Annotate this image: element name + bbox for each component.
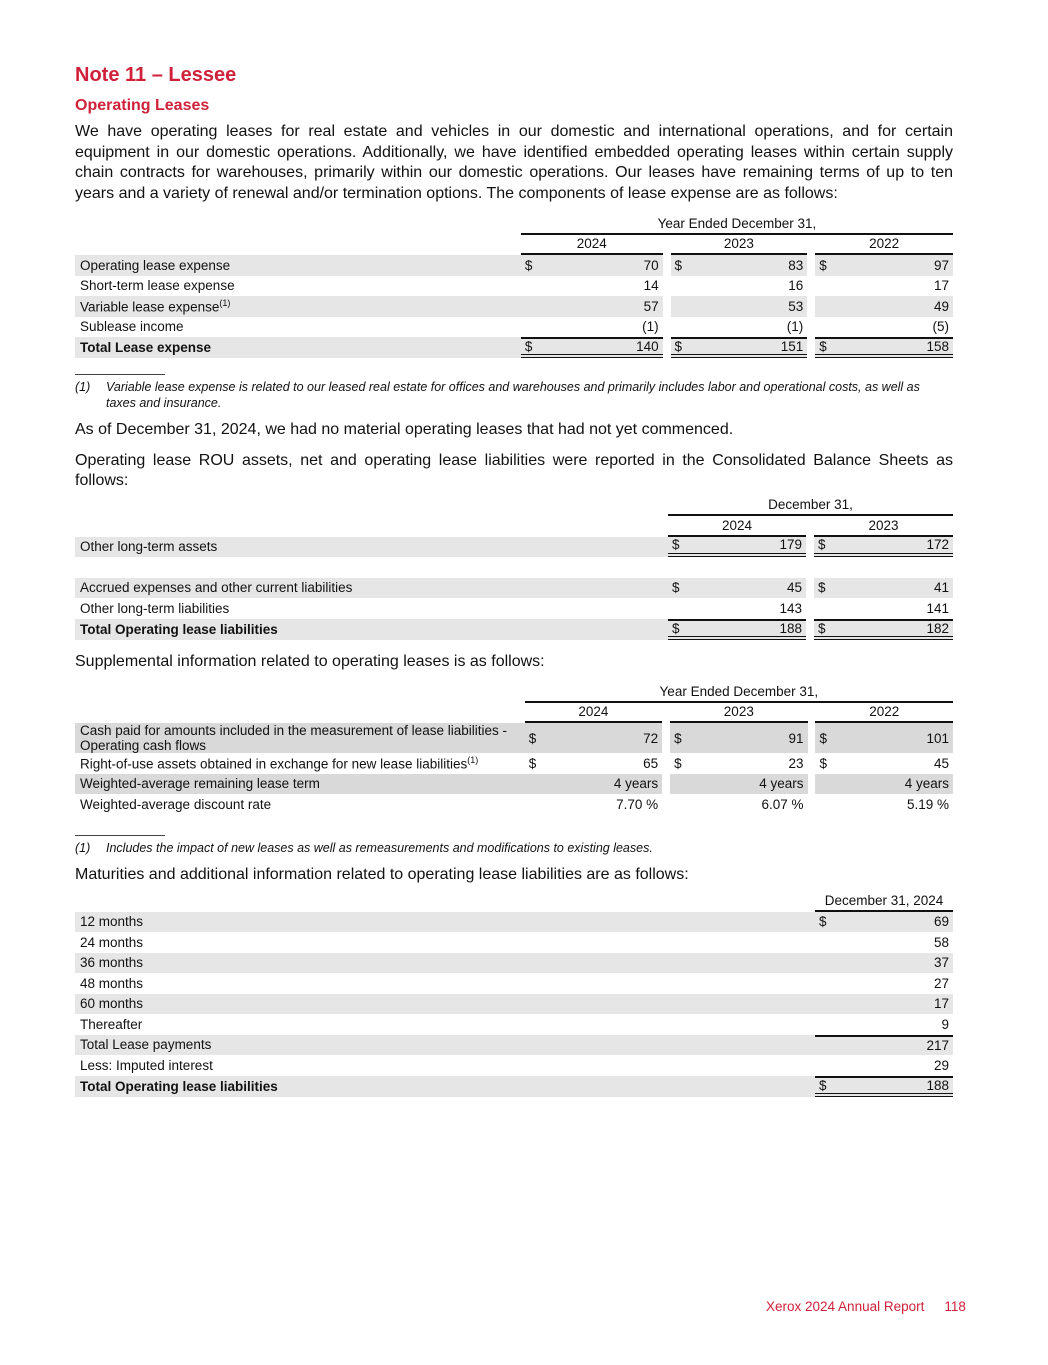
amount: 188 [779,620,802,636]
value-cell [815,337,953,358]
table-header-period: Year Ended December 31, [521,214,953,235]
table-row [75,296,953,317]
amount: 53 [788,298,804,314]
value-cell [671,317,808,338]
table-row [75,255,953,276]
column-gap [663,276,671,297]
column-header-year: 2024 [668,516,806,537]
table-row [75,598,953,619]
row-label-text: 60 months [80,996,144,1012]
value-cell [670,794,807,815]
amount: 17 [933,996,949,1012]
value-wrapper [672,580,802,595]
column-gap [806,598,814,619]
table-row [75,794,953,815]
amount: 72 [643,730,659,746]
amount: 41 [933,580,949,596]
value-cell [521,276,663,297]
value-cell [815,774,953,795]
value-cell [521,255,663,276]
row-label [75,578,668,599]
value-cell [815,1076,953,1097]
value-wrapper [818,621,949,636]
column-gap [807,255,815,276]
value-wrapper [819,776,949,791]
amount: 4 years [613,776,659,792]
value-cell [671,255,808,276]
row-label [75,337,521,358]
footnote-divider [75,835,165,836]
value-wrapper [525,258,659,273]
amount: 5.19 % [906,796,949,812]
value-cell [521,296,663,317]
paragraph: Operating lease ROU assets, net and operating lease liabilities were reported in the Consolidated Balance Sheets as follows: [75,451,953,489]
value-wrapper [819,756,949,771]
row-label-text: 36 months [80,955,144,971]
value-wrapper [529,756,658,771]
table-row [75,973,953,994]
row-label-text: Thereafter [80,1016,143,1032]
footnote-text: Includes the impact of new leases as well as remeasurements and modifications to existing leases. [106,840,653,855]
spacer-row [75,557,953,578]
column-header-year: 2023 [814,516,953,537]
row-label [75,255,521,276]
value-wrapper [675,258,804,273]
amount: 57 [643,298,659,314]
row-label [75,598,668,619]
amount: 140 [636,339,659,354]
value-wrapper [675,278,804,293]
footnote-ref: (1) [219,298,231,308]
value-cell [671,337,808,358]
column-header-year: 2023 [670,703,807,724]
value-wrapper [675,319,804,334]
row-label [75,1035,815,1056]
lease-expense-table [75,214,953,358]
amount: 29 [933,1057,949,1073]
row-label-text: Short-term lease expense [80,278,235,294]
value-cell [521,337,663,358]
row-label [75,932,815,953]
currency-symbol: $ [819,755,827,771]
value-cell [815,994,953,1015]
amount: 6.07 % [761,796,804,812]
row-label [75,537,668,558]
amount: 141 [926,600,949,616]
currency-symbol: $ [524,339,533,354]
value-wrapper [525,319,659,334]
table-row [75,1014,953,1035]
column-header-year: 2022 [815,703,953,724]
value-wrapper [818,601,949,616]
column-header-year: 2022 [815,235,953,256]
column-gap [663,337,671,358]
balance-sheet-table [75,496,953,640]
currency-symbol: $ [819,257,827,273]
value-cell [668,598,806,619]
value-cell [668,578,806,599]
supplemental-info-table [75,682,953,815]
row-label [75,973,815,994]
column-gap [663,317,671,338]
amount: 16 [788,278,804,294]
intro-paragraph: We have operating leases for real estate and vehicles in our domestic and international operations, and for certain equipment in our domestic operations. Additionally, we have identified embedded operating leases within certain supply chain contracts for warehouses, primarily within our domestic operations. Our leases have remaining terms of up to ten years and a variety of renewal and/or termination options. The components of lease expense are as follows: [75,123,953,202]
amount: 143 [779,600,802,616]
maturities-table [75,891,953,1097]
column-gap [807,296,815,317]
table-row [75,1055,953,1076]
amount: 97 [933,257,949,273]
amount: 188 [926,1077,949,1093]
value-cell [815,296,953,317]
column-gap [662,774,670,795]
table-row [75,276,953,297]
value-cell [815,276,953,297]
value-wrapper [672,601,802,616]
value-wrapper [819,935,949,950]
value-wrapper [672,537,802,552]
currency-symbol: $ [819,339,827,354]
value-cell [521,317,663,338]
value-cell [815,1014,953,1035]
row-label [75,994,815,1015]
currency-symbol: $ [528,755,537,771]
row-label-text: Accrued expenses and other current liabilities [80,580,353,596]
row-label [75,912,815,933]
row-label-text: Total Operating lease liabilities [80,1078,278,1094]
amount: 151 [780,339,804,354]
column-gap [808,774,816,795]
value-wrapper [675,299,804,314]
value-cell [815,794,953,815]
currency-symbol: $ [672,580,680,596]
table-row [75,753,953,774]
amount: 23 [788,755,804,771]
row-label [75,953,815,974]
value-cell [525,794,662,815]
row-label-text: Weighted-average discount rate [80,796,272,812]
currency-symbol: $ [524,257,533,273]
value-wrapper [525,299,659,314]
value-wrapper [525,339,659,354]
value-wrapper [819,258,949,273]
row-label-text: Total Lease payments [80,1037,212,1053]
footnote-ref: (1) [467,755,479,765]
value-wrapper [819,319,949,334]
table-header-period: December 31, 2024 [815,891,953,912]
value-cell [814,598,953,619]
currency-symbol: $ [818,537,826,553]
document-page [75,62,953,1097]
value-wrapper [675,339,804,354]
table-row [75,619,953,640]
row-label [75,1055,815,1076]
row-label-text: 24 months [80,934,144,950]
currency-symbol: $ [819,1077,827,1093]
table-row [75,578,953,599]
row-label-text: Variable lease expense [80,299,220,315]
value-cell [670,774,807,795]
value-wrapper [819,996,949,1011]
value-cell [815,953,953,974]
row-label-text: Less: Imputed interest [80,1057,213,1073]
value-wrapper [674,776,803,791]
row-label [75,1076,815,1097]
value-wrapper [529,731,658,746]
row-label [75,794,525,815]
table-row [75,932,953,953]
column-gap [808,723,816,753]
footnote-divider [75,374,165,375]
amount: 69 [933,914,949,930]
value-wrapper [529,776,658,791]
amount: 37 [933,955,949,971]
column-gap [806,619,814,640]
currency-symbol: $ [672,537,680,553]
table-row [75,953,953,974]
value-cell [815,973,953,994]
footnote-number: (1) [75,380,91,394]
paragraph: Supplemental information related to operating leases is as follows: [75,652,545,670]
page-number: 118 [944,1299,966,1314]
footnote-number: (1) [75,840,91,855]
row-label [75,619,668,640]
row-label-text: 12 months [80,914,144,930]
value-cell [815,723,953,753]
value-cell [815,1055,953,1076]
amount: 217 [926,1038,949,1054]
value-cell [815,932,953,953]
value-wrapper [819,976,949,991]
column-gap [662,723,670,753]
amount: (1) [786,319,804,335]
value-wrapper [674,797,803,812]
row-label [75,276,521,297]
column-gap [807,337,815,358]
currency-symbol: $ [674,339,683,354]
amount: 4 years [904,776,949,792]
row-label [75,774,525,795]
amount: 45 [786,580,802,596]
value-wrapper [819,914,949,929]
currency-symbol: $ [818,580,826,596]
value-wrapper [529,797,658,812]
amount: 158 [926,339,949,354]
value-cell [525,723,662,753]
column-gap [662,753,670,774]
value-wrapper [672,621,802,636]
row-label-text: 48 months [80,975,144,991]
value-cell [815,912,953,933]
value-wrapper [818,580,949,595]
row-label [75,296,521,317]
amount: 45 [933,755,949,771]
amount: 65 [643,755,659,771]
currency-symbol: $ [672,620,680,636]
currency-symbol: $ [674,755,682,771]
column-gap [807,317,815,338]
column-gap [663,296,671,317]
row-label [75,753,525,774]
currency-symbol: $ [674,730,682,746]
currency-symbol: $ [819,730,827,746]
column-gap [808,753,816,774]
value-wrapper [819,955,949,970]
value-cell [671,276,808,297]
value-wrapper [819,731,949,746]
row-label-text: Operating lease expense [80,257,231,273]
amount: 58 [933,934,949,950]
value-wrapper [819,278,949,293]
column-header-year: 2023 [671,235,808,256]
table-header-period: December 31, [668,496,953,517]
value-cell [525,753,662,774]
row-label-text: Right-of-use assets obtained in exchange for new lease liabilities [80,756,468,772]
value-wrapper [819,1078,949,1093]
value-cell [814,619,953,640]
table-row [75,723,953,753]
amount: (1) [642,319,659,335]
row-label-text: Total Lease expense [80,340,212,355]
table-row [75,337,953,358]
amount: 182 [926,620,949,636]
amount: 91 [788,730,804,746]
column-gap [808,794,816,815]
value-cell [815,317,953,338]
row-label-text: Weighted-average remaining lease term [80,776,320,792]
row-label [75,723,525,753]
row-label-text: Other long-term liabilities [80,600,230,616]
value-wrapper [819,797,949,812]
column-gap [663,255,671,276]
table-row [75,1076,953,1097]
table-row [75,1035,953,1056]
value-cell [670,723,807,753]
value-wrapper [819,299,949,314]
report-name: Xerox 2024 Annual Report [766,1299,925,1314]
amount: 172 [926,537,949,553]
amount: 14 [643,278,659,294]
row-label-text: Cash paid for amounts included in the measurement of lease liabilities - Operating cash flows [80,723,507,753]
currency-symbol: $ [528,730,537,746]
paragraph: Maturities and additional information related to operating lease liabilities are as follows: [75,865,689,883]
value-cell [671,296,808,317]
column-gap [807,276,815,297]
amount: 27 [933,975,949,991]
page-footer [766,1299,966,1314]
column-header-year: 2024 [521,235,663,256]
amount: 17 [933,278,949,294]
value-wrapper [674,731,803,746]
row-label-text: Sublease income [80,319,184,335]
value-cell [815,1035,953,1056]
value-cell [670,753,807,774]
value-wrapper [819,1038,949,1053]
value-wrapper [819,339,949,354]
row-label-text: Total Operating lease liabilities [80,621,278,637]
amount: 4 years [759,776,804,792]
value-wrapper [674,756,803,771]
value-cell [815,753,953,774]
value-wrapper [818,537,949,552]
amount: 179 [779,537,802,553]
paragraph: As of December 31, 2024, we had no material operating leases that had not yet commenced. [75,421,734,438]
amount: 83 [788,257,804,273]
row-label-text: Other long-term assets [80,539,218,555]
column-header-year: 2024 [525,703,662,724]
value-wrapper [525,278,659,293]
value-cell [814,578,953,599]
value-wrapper [819,1017,949,1032]
table-row [75,317,953,338]
column-gap [806,537,814,558]
amount: 101 [926,730,949,746]
value-wrapper [819,1058,949,1073]
value-cell [815,255,953,276]
note-title: Note 11 – Lessee [75,64,237,86]
amount: 9 [941,1016,949,1032]
footnote-text: Variable lease expense is related to our leased real estate for offices and warehouses and primarily includes labor and operational costs, as well as taxes and insurance. [106,380,920,410]
footnote [75,840,953,856]
value-cell [814,537,953,558]
column-gap [662,794,670,815]
table-row [75,774,953,795]
row-label [75,317,521,338]
section-heading: Operating Leases [75,97,210,114]
table-header-period: Year Ended December 31, [525,682,953,703]
table-row [75,912,953,933]
table-row [75,537,953,558]
currency-symbol: $ [818,620,826,636]
value-cell [668,619,806,640]
value-cell [668,537,806,558]
amount: 49 [933,298,949,314]
row-label [75,1014,815,1035]
value-cell [525,774,662,795]
amount: 70 [643,257,659,273]
footnote [75,379,953,411]
currency-symbol: $ [674,257,683,273]
table-row [75,994,953,1015]
column-gap [806,578,814,599]
currency-symbol: $ [819,914,827,930]
amount: (5) [932,319,949,335]
amount: 7.70 % [616,796,659,812]
